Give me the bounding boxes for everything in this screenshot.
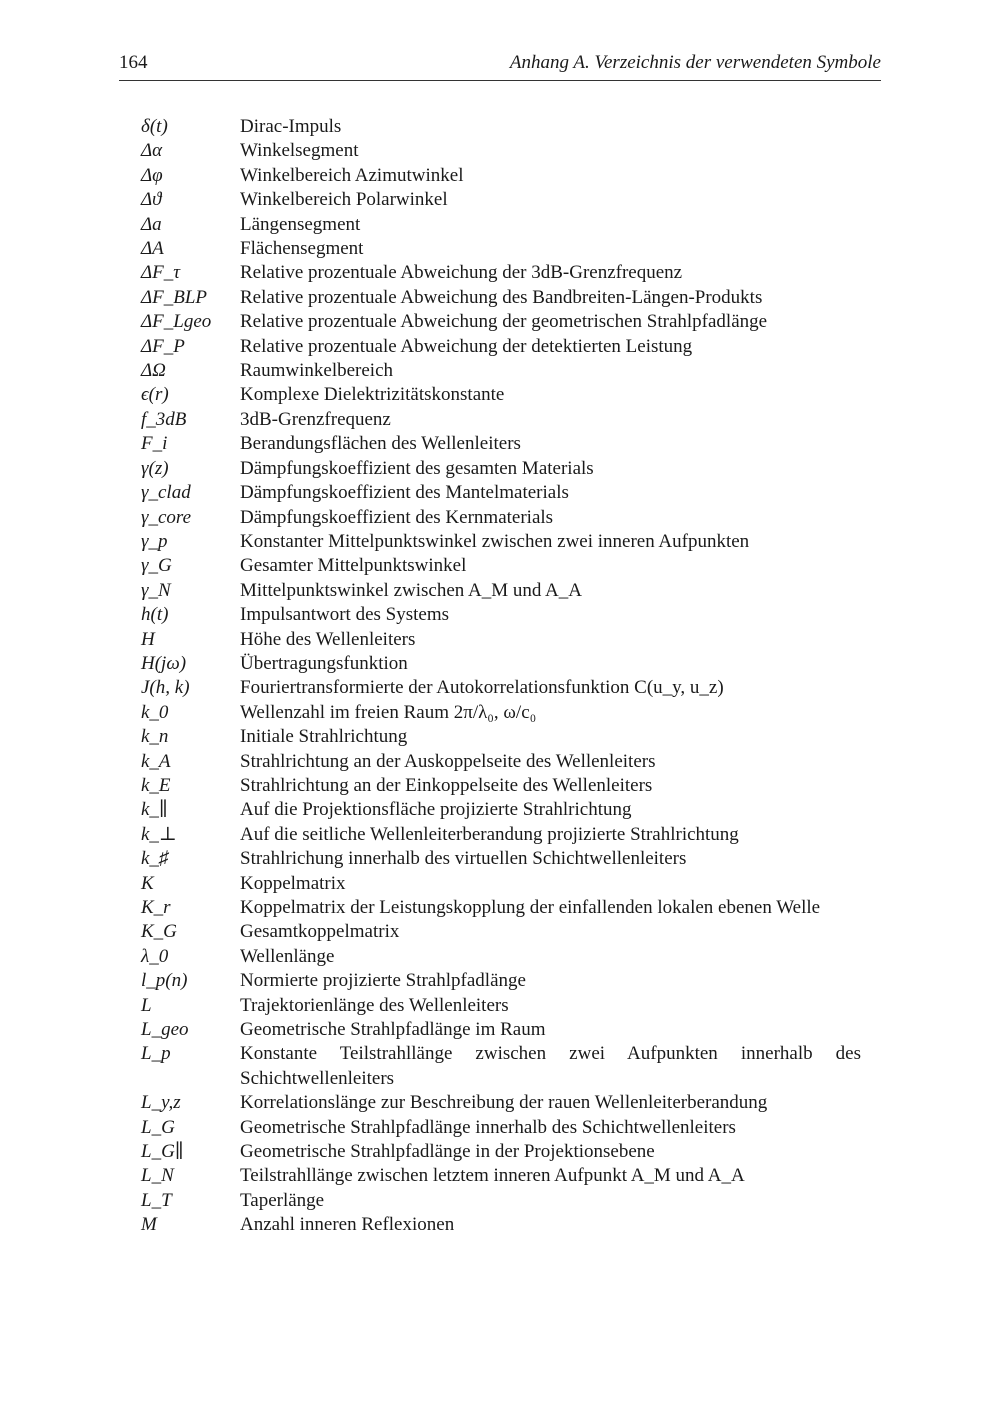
symbol: γ_N [141, 579, 171, 601]
symbol-row [141, 261, 861, 285]
symbol-row [141, 213, 861, 237]
symbol-row [141, 1018, 861, 1042]
symbol-row [141, 1116, 861, 1140]
symbol: h(t) [141, 604, 169, 626]
symbol-description: Auf die seitliche Wellenleiterberandung projizierte Strahlrichtung [240, 823, 739, 845]
symbol-description: Wellenzahl im freien Raum 2π/λ₀, ω/c₀ [240, 701, 537, 723]
symbol: γ_G [141, 555, 172, 577]
symbol: F_i [141, 433, 168, 455]
symbol: f_3dB [141, 408, 187, 430]
symbol-row [141, 286, 861, 310]
page-number: 164 [119, 52, 148, 73]
symbol-row [141, 139, 861, 163]
symbol: J(h, k) [141, 677, 190, 699]
symbol: L_geo [141, 1019, 189, 1041]
symbol: L_G∥ [141, 1141, 184, 1163]
symbol-row [141, 896, 861, 920]
symbol-description: Konstanter Mittelpunktswinkel zwischen zwei inneren Aufpunkten [240, 530, 750, 552]
symbol-row [141, 725, 861, 749]
symbol-list [141, 115, 861, 1238]
symbol: k_n [141, 726, 169, 748]
symbol-row [141, 554, 861, 578]
symbol-row [141, 432, 861, 456]
symbol-description: Höhe des Wellenleiters [240, 628, 416, 650]
symbol-row [141, 945, 861, 969]
symbol: k_∥ [141, 799, 168, 821]
symbol: K_G [141, 921, 177, 943]
symbol-description: Flächensegment [240, 238, 364, 260]
symbol-description: Dämpfungskoeffizient des Kernmaterials [240, 506, 554, 528]
symbol-description: Korrelationslänge zur Beschreibung der rauen Wellenleiterberandung [240, 1092, 768, 1114]
symbol: Δα [141, 140, 163, 162]
symbol-row [141, 237, 861, 261]
symbol: γ_clad [141, 482, 191, 504]
symbol-description: Relative prozentuale Abweichung der 3dB-Grenzfrequenz [240, 262, 683, 284]
symbol: M [141, 1214, 157, 1236]
symbol-description: Strahlrichtung an der Auskoppelseite des Wellenleiters [240, 750, 656, 772]
symbol-description: Dämpfungskoeffizient des Mantelmaterials [240, 482, 569, 504]
symbol-row [141, 603, 861, 627]
symbol-description: Normierte projizierte Strahlpfadlänge [240, 970, 526, 992]
symbol: k_♯ [141, 848, 169, 870]
symbol-row [141, 994, 861, 1018]
symbol-row [141, 481, 861, 505]
symbol-row [141, 1213, 861, 1237]
symbol-description: Konstante Teilstrahllänge zwischen zwei Aufpunkten innerhalb des Schichtwellenleiters [240, 1043, 861, 1089]
symbol-description: Dämpfungskoeffizient des gesamten Materials [240, 457, 594, 479]
symbol: λ_0 [141, 945, 169, 967]
symbol-description: Relative prozentuale Abweichung des Bandbreiten-Längen-Produkts [240, 286, 763, 308]
symbol: H [141, 628, 155, 650]
symbol-description: Geometrische Strahlpfadlänge im Raum [240, 1019, 546, 1041]
symbol-row [141, 506, 861, 530]
symbol-row [141, 847, 861, 871]
symbol-description: 3dB-Grenzfrequenz [240, 408, 391, 430]
symbol: l_p(n) [141, 970, 188, 992]
symbol-description: Winkelbereich Polarwinkel [240, 189, 448, 211]
symbol: ΔF_BLP [141, 286, 208, 308]
page-header [119, 52, 881, 81]
symbol-description: Übertragungsfunktion [240, 652, 408, 674]
symbol-row [141, 188, 861, 212]
symbol: γ_p [141, 530, 168, 552]
symbol-description: Gesamtkoppelmatrix [240, 921, 400, 943]
symbol: Δa [141, 213, 162, 235]
symbol: k_⊥ [141, 823, 177, 845]
symbol: L [141, 994, 152, 1016]
symbol-row [141, 1042, 861, 1091]
symbol-description: Komplexe Dielektrizitätskonstante [240, 384, 505, 406]
symbol-description: Anzahl inneren Reflexionen [240, 1214, 455, 1236]
symbol: γ_core [141, 506, 192, 528]
symbol: Δϑ [141, 189, 162, 211]
symbol-row [141, 969, 861, 993]
symbol-row [141, 335, 861, 359]
symbol-row [141, 652, 861, 676]
symbol: L_T [141, 1189, 172, 1211]
symbol-row [141, 310, 861, 334]
symbol-description: Raumwinkelbereich [240, 360, 394, 382]
symbol-row [141, 115, 861, 139]
symbol-row [141, 823, 861, 847]
symbol-row [141, 750, 861, 774]
symbol-description: Relative prozentuale Abweichung der geometrischen Strahlpfadlänge [240, 311, 768, 333]
chapter-title: Anhang A. Verzeichnis der verwendeten Symbole [509, 52, 881, 73]
symbol-description: Berandungsflächen des Wellenleiters [240, 433, 521, 455]
symbol: k_A [141, 750, 171, 772]
symbol: L_y,z [141, 1092, 181, 1114]
symbol-description: Geometrische Strahlpfadlänge innerhalb des Schichtwellenleiters [240, 1116, 736, 1138]
symbol-description: Winkelsegment [240, 140, 359, 162]
symbol-description: Strahlrichtung an der Einkoppelseite des Wellenleiters [240, 774, 653, 796]
symbol-row [141, 920, 861, 944]
symbol: K_r [141, 897, 171, 918]
symbol-description: Geometrische Strahlpfadlänge in der Projektionsebene [240, 1141, 655, 1163]
symbol: Δφ [141, 164, 163, 186]
symbol-row [141, 701, 861, 725]
symbol: k_E [141, 774, 171, 796]
symbol-row [141, 579, 861, 603]
symbol: ΔΩ [141, 360, 166, 382]
symbol: k_0 [141, 701, 169, 723]
symbol-row [141, 359, 861, 383]
symbol-description: Strahlrichung innerhalb des virtuellen Schichtwellenleiters [240, 848, 687, 870]
symbol-row [141, 164, 861, 188]
symbol: K [141, 872, 154, 894]
symbol: ΔA [141, 238, 164, 260]
symbol-row [141, 798, 861, 822]
symbol-description: Trajektorienlänge des Wellenleiters [240, 994, 509, 1016]
symbol: δ(t) [141, 116, 168, 137]
symbol-description: Längensegment [240, 213, 361, 235]
symbol-description: Wellenlänge [240, 945, 335, 967]
symbol: L_p [141, 1043, 171, 1065]
symbol-row [141, 1164, 861, 1188]
symbol-row [141, 676, 861, 700]
symbol-row [141, 530, 861, 554]
symbol-description: Dirac-Impuls [240, 116, 342, 137]
symbol-row [141, 1091, 861, 1115]
symbol-description: Initiale Strahlrichtung [240, 726, 408, 748]
symbol-row [141, 383, 861, 407]
symbol-description: Koppelmatrix [240, 872, 346, 894]
symbol: ΔF_Lgeo [141, 311, 212, 333]
symbol: L_N [141, 1165, 174, 1187]
symbol-row [141, 1189, 861, 1213]
symbol-row [141, 408, 861, 432]
symbol: ΔF_P [141, 335, 185, 357]
symbol: ϵ(r) [141, 384, 169, 406]
symbol-description: Relative prozentuale Abweichung der detektierten Leistung [240, 335, 693, 357]
symbol-row [141, 774, 861, 798]
symbol-description: Gesamter Mittelpunktswinkel [240, 555, 467, 577]
symbol-description: Winkelbereich Azimutwinkel [240, 164, 464, 186]
symbol: γ(z) [141, 457, 169, 479]
symbol-description: Impulsantwort des Systems [240, 604, 449, 626]
symbol: L_G [141, 1116, 175, 1138]
symbol-description: Taperlänge [240, 1189, 325, 1211]
symbol-description: Auf die Projektionsfläche projizierte Strahlrichtung [240, 799, 632, 821]
symbol-description: Mittelpunktswinkel zwischen A_M und A_A [240, 579, 582, 601]
symbol: H(jω) [141, 652, 187, 674]
symbol-row [141, 1140, 861, 1164]
symbol-description: Fouriertransformierte der Autokorrelationsfunktion C(u_y, u_z) [240, 677, 724, 699]
symbol: ΔF_τ [141, 262, 181, 284]
symbol-row [141, 872, 861, 896]
symbol-description: Koppelmatrix der Leistungskopplung der einfallenden lokalen ebenen Welle [240, 897, 821, 918]
symbol-description: Teilstrahllänge zwischen letztem inneren Aufpunkt A_M und A_A [240, 1165, 745, 1187]
symbol-row [141, 457, 861, 481]
symbol-row [141, 628, 861, 652]
